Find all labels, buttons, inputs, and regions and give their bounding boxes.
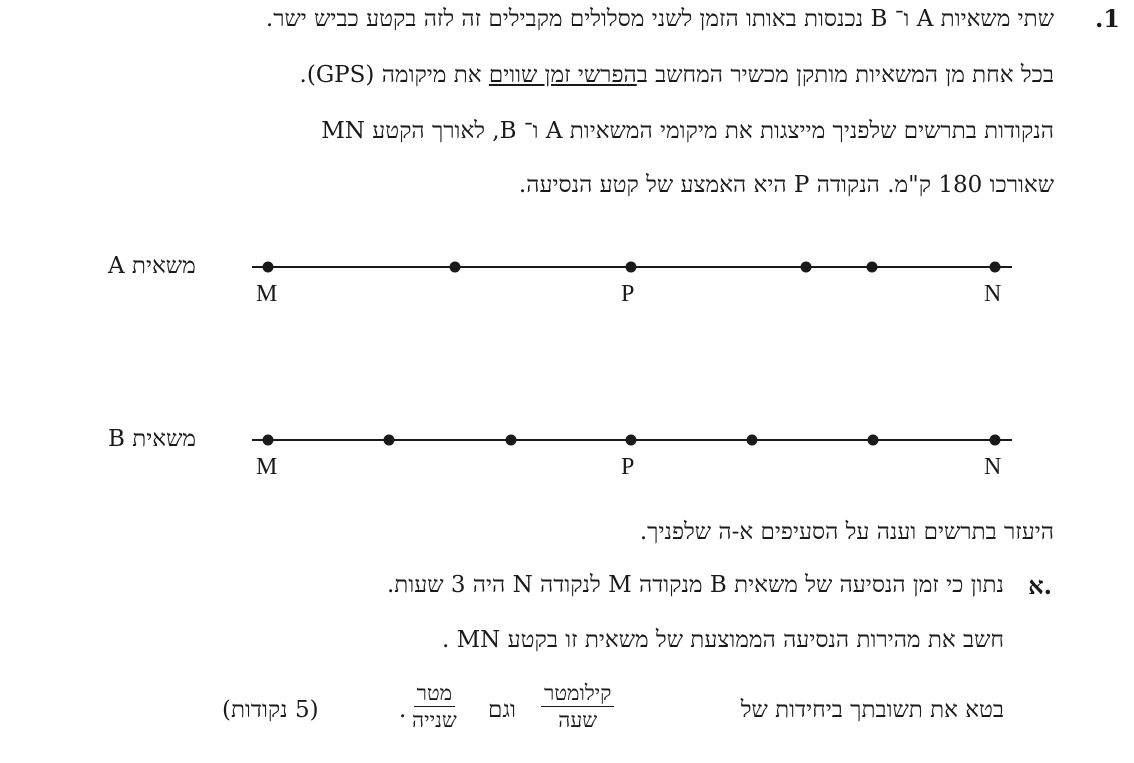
truck-a-point [263, 262, 274, 273]
truck-b-point-m-label: M [256, 454, 278, 480]
truck-b-point [747, 435, 758, 446]
fraction-meter-numerator: מטר [414, 680, 455, 707]
question-line-1: שתי משאיות A ו־ B נכנסות באותו הזמן לשני מסלולים מקבילים זה לזה בקטע כביש ישר. [265, 6, 1054, 32]
truck-b-point [868, 435, 879, 446]
question-line-4: שאורכו 180 ק"מ. הנקודה P היא האמצע של קטע הנסיעה. [518, 172, 1054, 198]
instruction-text: היעזר בתרשים וענה על הסעיפים א-ה שלפניך. [639, 519, 1054, 545]
part-a-line-2: חשב את מהירות הנסיעה הממוצעת של משאית זו בקטע MN . [442, 627, 1004, 653]
fraction-km-numerator: קילומטר [541, 680, 614, 707]
question-number: .1 [1094, 4, 1120, 33]
fraction-km-per-hour [541, 680, 614, 733]
truck-b-point-n-label: N [984, 454, 1002, 480]
truck-a-point [867, 262, 878, 273]
truck-a-label: משאית A [108, 253, 196, 279]
truck-b-point [263, 435, 274, 446]
fraction-second-denominator: שנייה [412, 708, 457, 732]
truck-a-point-m-label: M [256, 281, 278, 307]
truck-b-point [506, 435, 517, 446]
line-2-part-1: בכל אחת מן המשאיות מותקן מכשיר המחשב ב [636, 62, 1054, 88]
end-dot: . [399, 697, 407, 723]
fraction-hour-denominator: שעה [558, 708, 598, 732]
truck-b-label: משאית B [108, 426, 196, 452]
points-label: (5 נקודות) [222, 697, 319, 723]
truck-a-point [801, 262, 812, 273]
truck-a-point [626, 262, 637, 273]
truck-a-point-p-label: P [621, 281, 635, 307]
part-a-line-3-prefix: בטא את תשובתך ביחידות של [740, 697, 1004, 723]
truck-b-point [626, 435, 637, 446]
truck-b-point [384, 435, 395, 446]
part-a-line-1: נתון כי זמן הנסיעה של משאית B מנקודה M לנקודה N היה 3 שעות. [387, 572, 1004, 598]
truck-a-point [450, 262, 461, 273]
line-2-part-3: את מיקומה (GPS). [299, 62, 489, 88]
truck-a-point [990, 262, 1001, 273]
part-a-letter: א. [1028, 571, 1052, 600]
truck-b-point-p-label: P [621, 454, 635, 480]
question-line-3: הנקודות בתרשים שלפניך מייצגות את מיקומי המשאיות A ו־ B, לאורך הקטע MN [321, 118, 1054, 144]
truck-b-point [990, 435, 1001, 446]
truck-a-point-n-label: N [984, 281, 1002, 307]
fraction-m-per-second [412, 680, 457, 733]
and-word: וגם [488, 697, 516, 723]
line-2-underlined: הפרשי זמן שווים [488, 62, 637, 88]
